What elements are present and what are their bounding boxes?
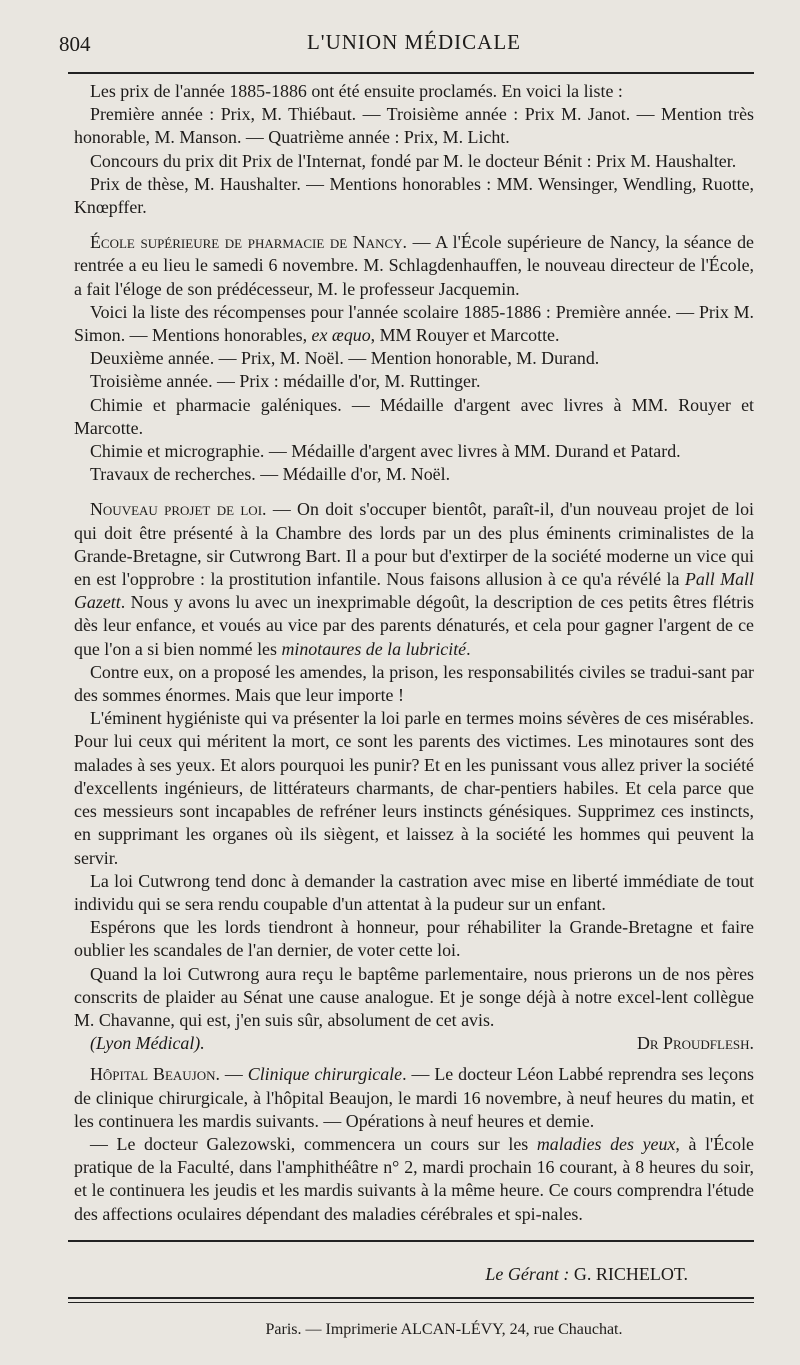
projet-text-1b: . Nous y avons lu avec un inexprimable dégoût, la description de ces petits êtres flétris dès leur enfance, et voués au vice par des parents dénaturés, et cela pour gagner l'argent de ce que l'on a si bien nommé les [74,592,754,659]
page-number: 804 [59,32,91,56]
gerant-label: Le Gérant : [485,1263,570,1284]
pharmacie-paragraph-6: Chimie et micrographie. — Médaille d'argent avec livres à MM. Durand et Patard. [90,441,681,462]
journal-title: L'UNION MÉDICALE [306,30,521,54]
article-body [74,80,754,1226]
projet-text-1c: . [466,638,471,659]
pharmacie-text-1: — A l'École supérieure de Nancy, la séance de rentrée a eu lieu le samedi 6 novembre. M. Schlagdenhauffen, le nouveau directeur de l'École, a fait l'éloge de son prédécesseur, M. le professeur Jacquemin. [74,232,754,299]
prix-paragraph-2: Première année : Prix, M. Thiébaut. — Troisième année : Prix M. Janot. — Mention très honorable, M. Manson. — Quatrième année : Prix, M. Licht. [74,104,754,148]
source-citation: (Lyon Médical). [90,1033,205,1054]
projet-paragraph-5: Espérons que les lords tiendront à honneur, pour réhabiliter la Grande-Bretagne et faire oublier les scandales de l'an dernier, de voter cette loi. [74,917,754,961]
beaujon-text-1b: . — Le docteur Léon Labbé reprendra ses leçons de clinique chirurgicale, à l'hôpital Beaujon, le mardi 16 novembre, à neuf heures du matin, et les continuera les mardis suivants. — Opérations à neuf heures et demie. [74,1064,755,1131]
beaujon-italic-maladies: maladies des yeux [536,1133,676,1154]
gerant-line [74,1264,754,1285]
gerant-name: G. RICHELOT. [573,1263,688,1284]
article-end-rule [68,1240,754,1242]
page-header [59,22,754,62]
pharmacie-paragraph-7: Travaux de recherches. — Médaille d'or, M. Noël. [90,464,451,485]
pharmacie-italic-ex-aequo: ex æquo [311,325,371,346]
beaujon-text-2a: — Le docteur Galezowski, commencera un cours sur les [90,1133,537,1154]
beaujon-italic-clinique: Clinique chirurgicale [247,1064,403,1085]
prix-paragraph-1: Les prix de l'année 1885-1886 ont été ensuite proclamés. En voici la liste : [90,81,623,101]
projet-text-1a: — On doit s'occuper bientôt, paraît-il, d'un nouveau projet de loi qui doit être présenté à la Chambre des lords par un des plus éminents criminalistes de la Grande-Bretagne, sir Cutwrong Bart. Il a pour but d'extirper de la société moderne un vice qui en est l'opprobre : la prostitution infantile. Nous faisons allusion à ce qu'a révélé la [74,499,754,590]
pharmacie-heading: École supérieure de pharmacie de Nancy. [90,232,408,253]
pharmacie-paragraph-3: Deuxième année. — Prix, M. Noël. — Mention honorable, M. Durand. [90,348,600,369]
pharmacie-paragraph-1 [74,231,754,301]
footer-rule-thin [68,1302,754,1303]
pharmacie-paragraph-2 [74,301,754,347]
projet-italic-pall-mall: Pall Mall Gazett [74,569,754,613]
author-signature: Dr Proudflesh. [636,1033,754,1054]
beaujon-text-2b: , à l'École pratique de la Faculté, dans l'amphithéâtre n° 2, mardi prochain 16 courant, à 8 heures du soir, et le continuera les jeudis et les mardis suivants à la même heure. Ce cours comprendra l'étude des affections oculaires dépendant des maladies cérébrales et spi-nales. [74,1133,754,1224]
projet-paragraph-3: L'éminent hygiéniste qui va présenter la loi parle en termes moins sévères de ces misérables. Pour lui ceux qui méritent la mort, ce sont les parents des victimes. Les minotaures sont des malades à ses yeux. Et alors pourquoi les punir? Et en les punissant vous allez priver la société d'excellents ingénieurs, de littérateurs charmants, de char-pentiers habiles. Et cela parce que ces messieurs sont incapables de refréner leurs instincts génésiques. Supprimez ces instincts, en supprimant les organes où ils siègent, et laissez à la société les hommes qui peuvent la servir. [74,708,754,868]
beaujon-text-1a: — [220,1064,248,1085]
pharmacie-paragraph-5: Chimie et pharmacie galéniques. — Médaille d'argent avec livres à MM. Rouyer et Marcotte. [74,394,754,438]
prix-paragraph-4: Prix de thèse, M. Haushalter. — Mentions honorables : MM. Wensinger, Wendling, Ruotte, Knœpffer. [74,173,754,218]
beaujon-paragraph-2 [74,1133,754,1226]
projet-paragraph-1 [74,498,754,660]
projet-paragraph-4: La loi Cutwrong tend donc à demander la castration avec mise en liberté immédiate de tout individu qui se sera rendu coupable d'un attentat à la pudeur sur un enfant. [74,870,754,914]
source-signature-row [74,1032,754,1055]
projet-heading: Nouveau projet de loi. [90,499,267,520]
projet-paragraph-6: Quand la loi Cutwrong aura reçu le baptême parlementaire, nous prierons un de nos pères conscrits de plaider au Sénat une cause analogue. Et je songe déjà à notre excel-lent collègue M. Chavanne, qui est, j'en suis sûr, absolument de cet avis. [74,963,754,1030]
beaujon-paragraph-1 [74,1063,754,1133]
pharmacie-paragraph-4: Troisième année. — Prix : médaille d'or, M. Ruttinger. [90,371,481,392]
header-rule [68,72,754,74]
projet-paragraph-2: Contre eux, on a proposé les amendes, la prison, les responsabilités civiles se tradui-sant par des sommes énormes. Mais que leur importe ! [74,661,754,706]
projet-italic-minotaures: minotaures de la lubricité [281,638,467,659]
printer-line: Paris. — Imprimerie ALCAN-LÉVY, 24, rue Chauchat. [265,1320,623,1338]
pharmacie-text-2: Voici la liste des récompenses pour l'année scolaire 1885-1886 : Première année. — Prix M. Simon. — Mentions honorables, [74,301,754,346]
beaujon-heading: Hôpital Beaujon. [90,1064,220,1085]
prix-paragraph-3: Concours du prix dit Prix de l'Internat, fondé par M. le docteur Bénit : Prix M. Haushalter. [90,150,737,171]
pharmacie-text-2-end: , MM Rouyer et Marcotte. [370,325,560,346]
footer-rule-thick [68,1297,754,1299]
